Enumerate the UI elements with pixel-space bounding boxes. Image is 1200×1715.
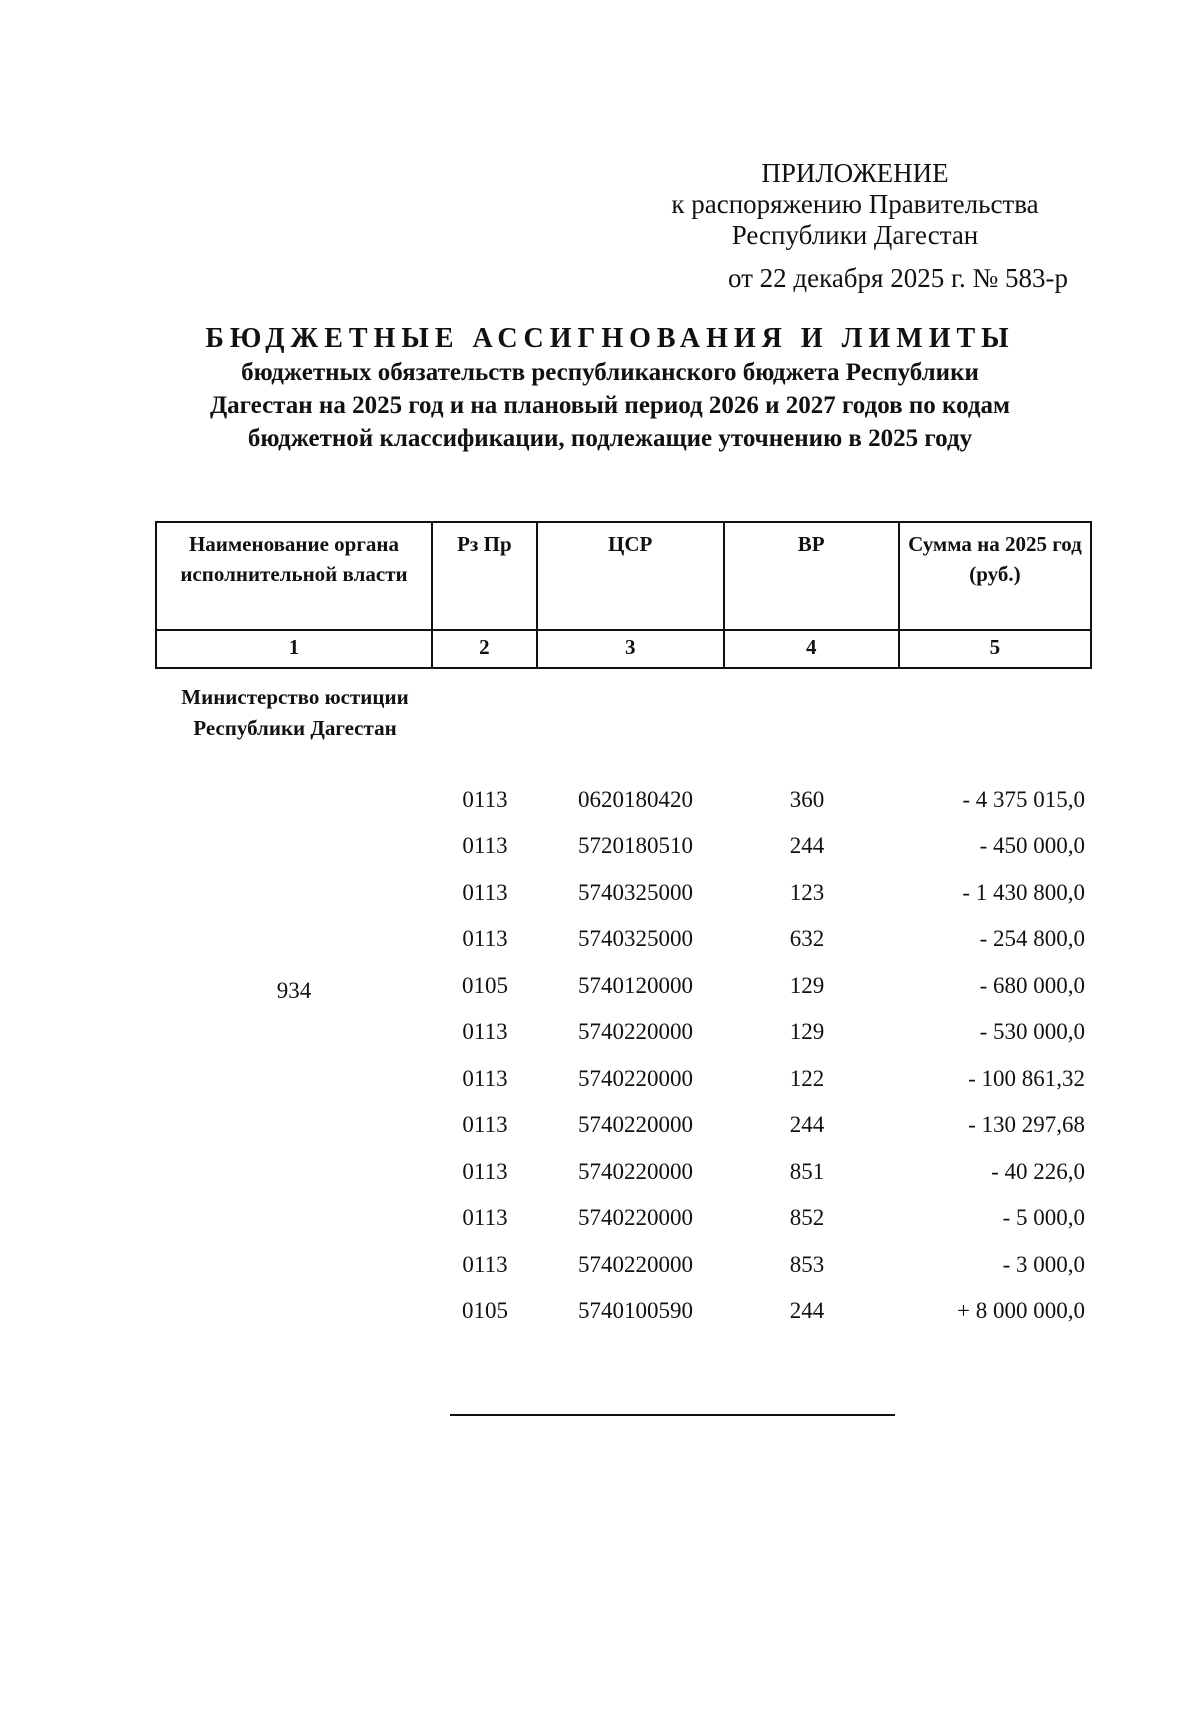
cell-rzpr: 0113 <box>462 1159 508 1184</box>
table-row <box>0 785 1200 815</box>
header-sum: Сумма на 2025 год (руб.) <box>899 522 1091 630</box>
table-row <box>0 831 1200 861</box>
table-row <box>0 1017 1200 1047</box>
cell-rzpr: 0113 <box>462 1066 508 1091</box>
cell-amount: - 1 430 800,0 <box>962 880 1085 905</box>
org-name: Министерство юстиции Республики Дагестан <box>181 685 409 740</box>
cell-csr: 5740220000 <box>578 1066 693 1091</box>
cell-amount: - 4 375 015,0 <box>962 787 1085 812</box>
header-rzpr: Рз Пр <box>432 522 537 630</box>
cell-amount: - 680 000,0 <box>979 973 1085 998</box>
table-row <box>0 1296 1200 1326</box>
cell-vr: 852 <box>789 1205 825 1230</box>
org-code: 934 <box>276 978 312 1003</box>
column-number-row <box>156 630 1091 668</box>
cell-rzpr: 0113 <box>462 880 508 905</box>
cell-csr: 5740220000 <box>578 1205 693 1230</box>
header-vr: ВР <box>724 522 899 630</box>
cell-csr: 5740220000 <box>578 1112 693 1137</box>
column-number: 2 <box>432 630 537 668</box>
appendix-line: к распоряжению Правительства <box>671 189 1039 219</box>
column-number: 1 <box>156 630 432 668</box>
cell-vr: 244 <box>789 833 825 858</box>
table-row <box>0 971 1200 1001</box>
cell-amount: + 8 000 000,0 <box>957 1298 1085 1323</box>
heading-line: Дагестан на 2025 год и на плановый период 2026 и 2027 годов по кодам <box>209 392 1011 419</box>
cell-vr: 129 <box>789 973 825 998</box>
cell-vr: 244 <box>789 1112 825 1137</box>
cell-rzpr: 0113 <box>462 1019 508 1044</box>
cell-csr: 5740325000 <box>578 926 693 951</box>
table-row <box>0 1203 1200 1233</box>
cell-rzpr: 0105 <box>462 973 508 998</box>
table-row <box>0 1110 1200 1140</box>
cell-rzpr: 0105 <box>462 1298 508 1323</box>
cell-vr: 122 <box>789 1066 825 1091</box>
cell-rzpr: 0113 <box>462 833 508 858</box>
table-header <box>155 521 1092 669</box>
cell-vr: 853 <box>789 1252 825 1277</box>
appendix-block <box>630 158 1080 294</box>
closing-divider <box>450 1414 895 1416</box>
appendix-title: ПРИЛОЖЕНИЕ <box>761 158 949 188</box>
cell-rzpr: 0113 <box>462 1112 508 1137</box>
cell-csr: 5740220000 <box>578 1252 693 1277</box>
appendix-date: от 22 декабря 2025 г. № 583-р <box>727 263 1068 293</box>
cell-vr: 360 <box>789 787 825 812</box>
cell-amount: - 5 000,0 <box>1002 1205 1085 1230</box>
cell-csr: 5740120000 <box>578 973 693 998</box>
cell-vr: 851 <box>789 1159 825 1184</box>
cell-amount: - 3 000,0 <box>1002 1252 1085 1277</box>
cell-csr: 5740220000 <box>578 1019 693 1044</box>
table-row <box>0 878 1200 908</box>
column-number: 5 <box>899 630 1091 668</box>
column-number: 4 <box>724 630 899 668</box>
cell-rzpr: 0113 <box>462 926 508 951</box>
header-csr: ЦСР <box>537 522 724 630</box>
cell-csr: 5740325000 <box>578 880 693 905</box>
cell-vr: 632 <box>789 926 825 951</box>
table-row <box>0 1250 1200 1280</box>
table-row <box>0 1157 1200 1187</box>
heading-main: БЮДЖЕТНЫЕ АССИГНОВАНИЯ И ЛИМИТЫ <box>205 323 1015 354</box>
cell-amount: - 40 226,0 <box>991 1159 1085 1184</box>
cell-csr: 0620180420 <box>578 787 693 812</box>
cell-vr: 123 <box>789 880 825 905</box>
cell-amount: - 100 861,32 <box>968 1066 1085 1091</box>
cell-vr: 244 <box>789 1298 825 1323</box>
cell-csr: 5740220000 <box>578 1159 693 1184</box>
column-number: 3 <box>537 630 724 668</box>
cell-amount: - 450 000,0 <box>979 833 1085 858</box>
document-heading <box>140 322 1080 455</box>
cell-rzpr: 0113 <box>462 1252 508 1277</box>
cell-amount: - 130 297,68 <box>968 1112 1085 1137</box>
header-org: Наименование органа исполнительной власти <box>156 522 432 630</box>
cell-rzpr: 0113 <box>462 1205 508 1230</box>
appendix-line: Республики Дагестан <box>731 220 979 250</box>
cell-csr: 5720180510 <box>578 833 693 858</box>
heading-line: бюджетных обязательств республиканского бюджета Республики <box>241 359 979 386</box>
cell-amount: - 530 000,0 <box>979 1019 1085 1044</box>
cell-vr: 129 <box>789 1019 825 1044</box>
header-row <box>156 522 1091 630</box>
cell-rzpr: 0113 <box>462 787 508 812</box>
table-row <box>0 924 1200 954</box>
cell-csr: 5740100590 <box>578 1298 693 1323</box>
cell-amount: - 254 800,0 <box>979 926 1085 951</box>
table-row <box>0 1064 1200 1094</box>
heading-line: бюджетной классификации, подлежащие уточнению в 2025 году <box>247 425 973 452</box>
